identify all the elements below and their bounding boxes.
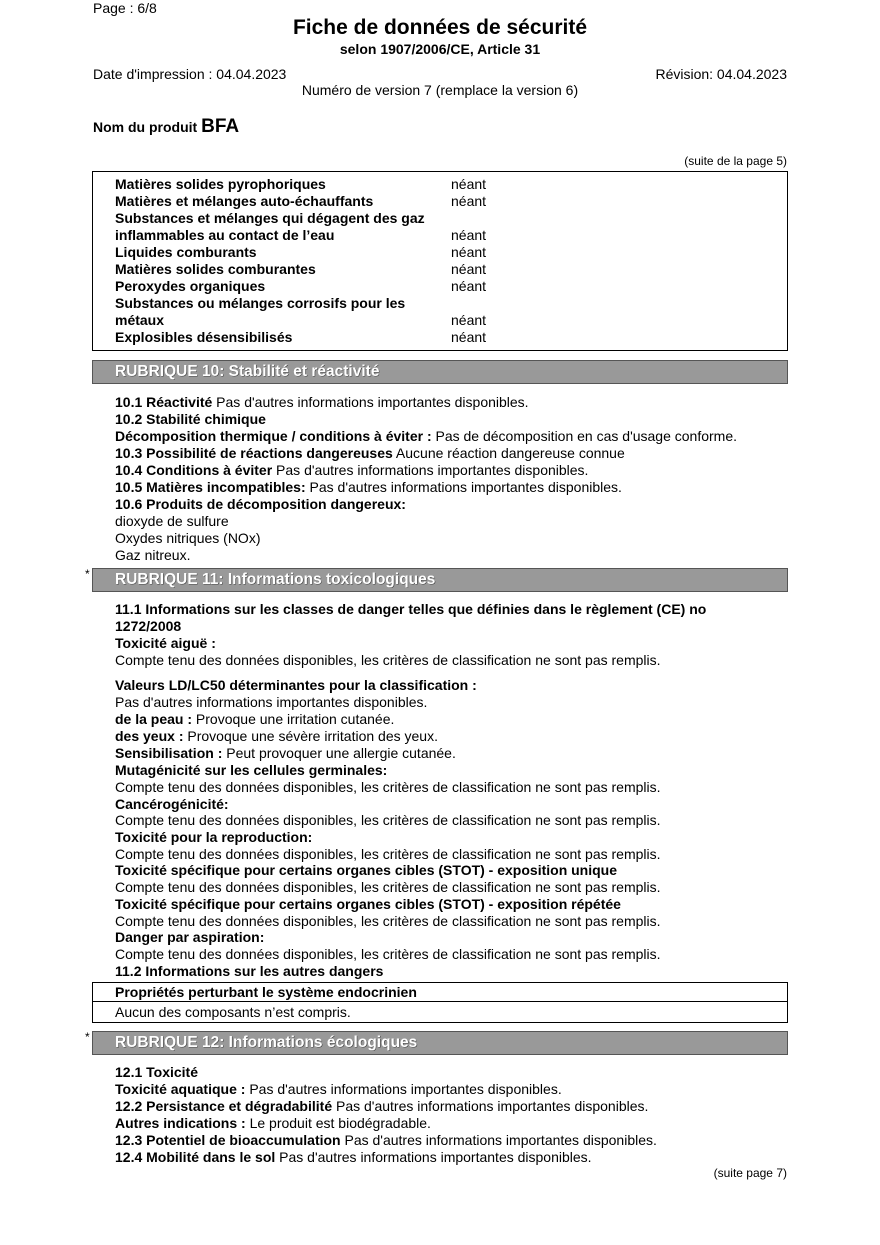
hazard-row-value: néant	[451, 244, 487, 260]
section-11-line	[115, 896, 621, 913]
text-value: Le produit est biodégradable.	[245, 1115, 431, 1131]
bold-label: Cancérogénicité:	[115, 796, 229, 812]
text-value: Pas d'autres informations importantes disponibles.	[305, 479, 622, 495]
section-11-line	[115, 762, 387, 779]
bold-label: 10.4 Conditions à éviter	[115, 462, 273, 478]
text-value: Pas d'autres informations importantes disponibles.	[115, 694, 428, 710]
section-12-line	[115, 1064, 198, 1081]
text-value: Oxydes nitriques (NOx)	[115, 530, 261, 546]
bold-label: 10.6 Produits de décomposition dangereux:	[115, 496, 406, 512]
hazard-row-label: inflammables au contact de l’eau	[115, 227, 335, 243]
section-10-line	[115, 411, 266, 428]
bold-label: Autres indications :	[115, 1115, 246, 1131]
text-value: Peut provoquer une allergie cutanée.	[222, 745, 456, 761]
bold-label: Toxicité aiguë :	[115, 635, 216, 651]
bold-label: 10.5 Matières incompatibles:	[115, 479, 306, 495]
section-12-line	[115, 1149, 592, 1166]
section-11-heading: RUBRIQUE 11: Informations toxicologiques	[115, 571, 436, 588]
print-date: Date d'impression : 04.04.2023	[93, 66, 287, 82]
section-10-line	[115, 530, 260, 547]
hazard-row-value: néant	[451, 261, 487, 277]
hazard-row-label: Matières et mélanges auto-échauffants	[115, 193, 374, 209]
bold-label: 1272/2008	[115, 618, 182, 634]
text-value: Compte tenu des données disponibles, les critères de classification ne sont pas remplis.	[115, 652, 661, 668]
hazard-row-label: Matières solides pyrophoriques	[115, 176, 326, 192]
page-number: Page : 6/8	[93, 0, 157, 16]
section-11-line	[115, 829, 312, 846]
bold-label: 10.2 Stabilité chimique	[115, 411, 266, 427]
product-label: Nom du produit	[93, 119, 198, 135]
section-11-line	[115, 635, 216, 652]
section-12-line	[115, 1115, 431, 1132]
continued-to: (suite page 7)	[713, 1166, 787, 1180]
text-value: Provoque une sévère irritation des yeux.	[183, 728, 438, 744]
text-value: Gaz nitreux.	[115, 547, 191, 563]
section-12-header	[92, 1031, 788, 1055]
bold-label: 12.1 Toxicité	[115, 1064, 199, 1080]
product-name-line	[93, 116, 239, 138]
hazard-row-label: Peroxydes organiques	[115, 278, 266, 294]
section-11-line	[115, 913, 661, 930]
section-10-line	[115, 462, 588, 479]
text-value: Pas d'autres informations importantes disponibles.	[275, 1149, 592, 1165]
text-value: Compte tenu des données disponibles, les critères de classification ne sont pas remplis.	[115, 913, 661, 929]
bold-label: Mutagénicité sur les cellules germinales:	[115, 762, 388, 778]
hazard-row-value: néant	[451, 227, 487, 243]
bold-label: 12.3 Potentiel de bioaccumulation	[115, 1132, 341, 1148]
section-11-line	[115, 601, 706, 618]
hazard-row-label: Matières solides comburantes	[115, 261, 316, 277]
section-10-heading: RUBRIQUE 10: Stabilité et réactivité	[115, 363, 380, 380]
hazard-row-label: Explosibles désensibilisés	[115, 329, 293, 345]
document-subtitle: selon 1907/2006/CE, Article 31	[339, 41, 541, 57]
bold-label: Toxicité spécifique pour certains organes cibles (STOT) - exposition répétée	[115, 896, 621, 912]
section-11-line	[115, 963, 383, 980]
document-title: Fiche de données de sécurité	[292, 16, 588, 39]
section-11-line	[115, 652, 661, 669]
text-value: Pas de décomposition en cas d'usage conforme.	[431, 428, 738, 444]
version-number: Numéro de version 7 (remplace la version 6)	[301, 82, 579, 98]
bold-label: de la peau :	[115, 711, 193, 727]
section-10-line	[115, 547, 190, 564]
continued-from: (suite de la page 5)	[684, 154, 787, 168]
section-11-line	[115, 745, 456, 762]
hazard-row-value: néant	[451, 312, 487, 328]
section-11-header	[92, 568, 788, 592]
bold-label: 11.1 Informations sur les classes de danger telles que définies dans le règlement (CE) no	[115, 601, 707, 617]
hazard-row-value: néant	[451, 329, 487, 345]
section-11-line	[115, 862, 617, 879]
bold-label: Toxicité aquatique :	[115, 1081, 246, 1097]
hazard-row-value: néant	[451, 176, 487, 192]
section-11-line	[115, 929, 264, 946]
text-value: Pas d'autres informations importantes disponibles.	[332, 1098, 649, 1114]
bold-label: 10.3 Possibilité de réactions dangereuses	[115, 445, 393, 461]
hazard-row-label: métaux	[115, 312, 165, 328]
bold-label: Valeurs LD/LC50 déterminantes pour la classification :	[115, 677, 477, 693]
hazard-row-value: néant	[451, 193, 487, 209]
bold-label: Danger par aspiration:	[115, 929, 265, 945]
section-12-line	[115, 1098, 648, 1115]
endocrine-heading: Propriétés perturbant le système endocrinien	[115, 984, 417, 1000]
section-11-line	[115, 846, 661, 863]
section-11-line	[115, 796, 229, 813]
hazard-row-value: néant	[451, 278, 487, 294]
text-value: Compte tenu des données disponibles, les critères de classification ne sont pas remplis.	[115, 879, 661, 895]
hazard-row-label: Substances ou mélanges corrosifs pour les	[115, 295, 406, 311]
revision-marker: *	[85, 1030, 90, 1044]
text-value: Pas d'autres informations importantes disponibles.	[340, 1132, 657, 1148]
bold-label: Toxicité spécifique pour certains organes cibles (STOT) - exposition unique	[115, 862, 618, 878]
section-10-line	[115, 496, 406, 513]
section-11-line	[115, 779, 661, 796]
bold-label: 12.4 Mobilité dans le sol	[115, 1149, 276, 1165]
section-11-line	[115, 879, 661, 896]
section-11-line	[115, 946, 661, 963]
hazard-row-label: Liquides comburants	[115, 244, 257, 260]
text-value: Provoque une irritation cutanée.	[192, 711, 395, 727]
section-11-line	[115, 677, 477, 694]
text-value: Pas d'autres informations importantes disponibles.	[245, 1081, 562, 1097]
revision-date: Révision: 04.04.2023	[655, 66, 787, 82]
bold-label: Toxicité pour la reproduction:	[115, 829, 313, 845]
text-value: Compte tenu des données disponibles, les critères de classification ne sont pas remplis.	[115, 779, 661, 795]
bold-label: des yeux :	[115, 728, 184, 744]
section-10-header	[92, 360, 788, 384]
endocrine-text: Aucun des composants n’est compris.	[115, 1004, 351, 1020]
section-10-line	[115, 513, 229, 530]
revision-marker: *	[85, 567, 90, 581]
section-11-line	[115, 728, 438, 745]
section-10-line	[115, 428, 737, 445]
section-10-line	[115, 479, 622, 496]
hazard-row-label: Substances et mélanges qui dégagent des gaz	[115, 210, 425, 226]
section-12-line	[115, 1132, 657, 1149]
section-11-line	[115, 711, 394, 728]
bold-label: Décomposition thermique / conditions à éviter :	[115, 428, 432, 444]
section-12-line	[115, 1081, 562, 1098]
text-value: Compte tenu des données disponibles, les critères de classification ne sont pas remplis.	[115, 846, 661, 862]
section-11-line	[115, 812, 661, 829]
text-value: Pas d'autres informations importantes disponibles.	[212, 394, 529, 410]
section-10-line	[115, 445, 625, 462]
bold-label: 11.2 Informations sur les autres dangers	[115, 963, 384, 979]
section-11-line	[115, 618, 181, 635]
text-value: dioxyde de sulfure	[115, 513, 229, 529]
text-value: Aucune réaction dangereuse connue	[392, 445, 625, 461]
product-name: BFA	[201, 116, 240, 137]
section-11-line	[115, 694, 427, 711]
bold-label: 12.2 Persistance et dégradabilité	[115, 1098, 333, 1114]
bold-label: Sensibilisation :	[115, 745, 223, 761]
text-value: Pas d'autres informations importantes disponibles.	[272, 462, 589, 478]
section-12-heading: RUBRIQUE 12: Informations écologiques	[115, 1034, 418, 1051]
section-10-line	[115, 394, 529, 411]
text-value: Compte tenu des données disponibles, les critères de classification ne sont pas remplis.	[115, 812, 661, 828]
bold-label: 10.1 Réactivité	[115, 394, 213, 410]
text-value: Compte tenu des données disponibles, les critères de classification ne sont pas remplis.	[115, 946, 661, 962]
